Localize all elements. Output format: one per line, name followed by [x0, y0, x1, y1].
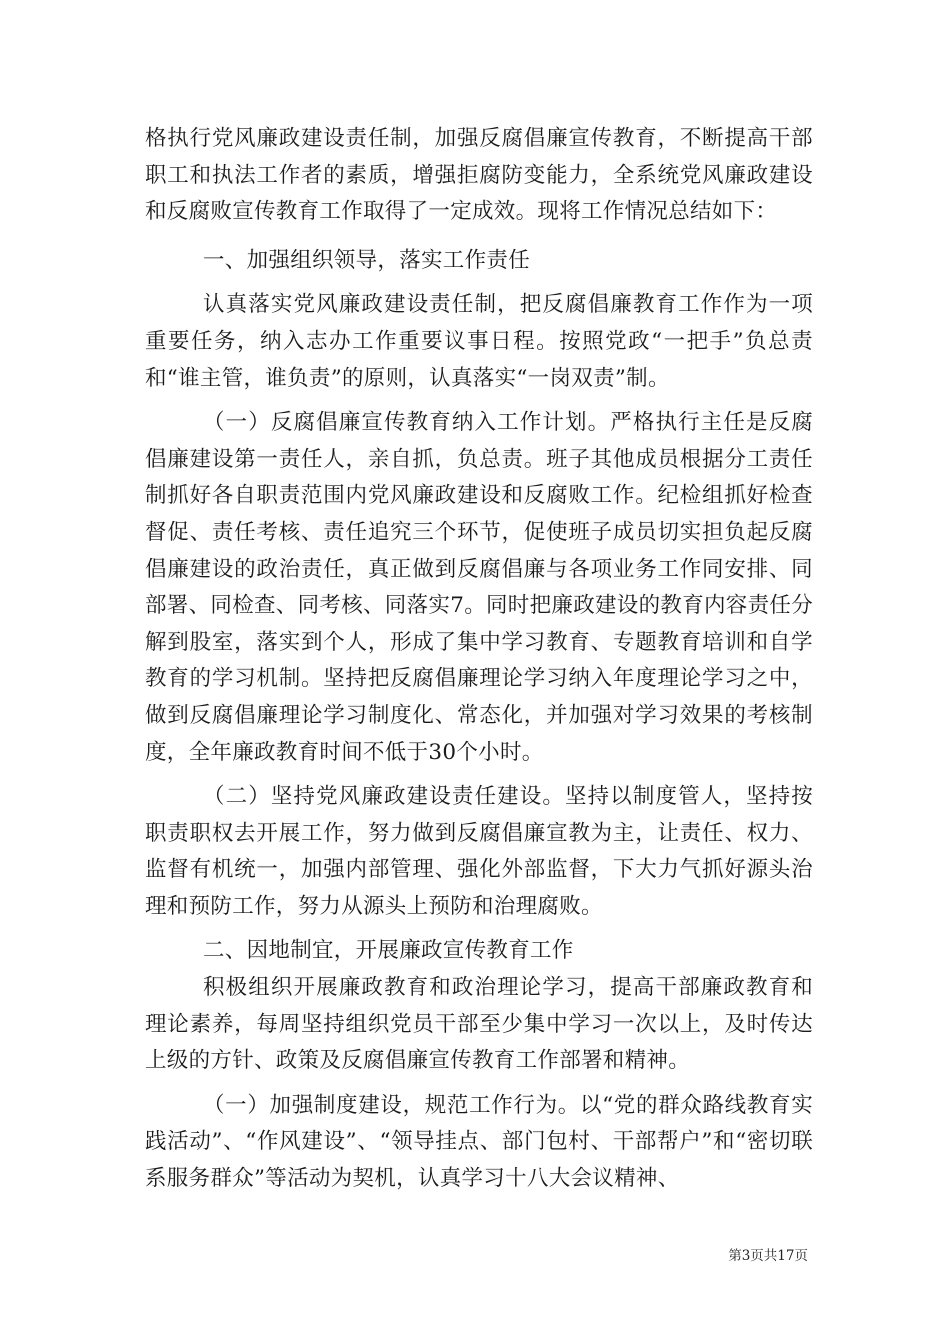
paragraph-section-2: 积极组织开展廉政教育和政治理论学习，提高干部廉政教育和理论素养，每周坚持组织党员干部至少集中学习一次以上，及时传达上级的方针、政策及反腐倡廉宣传教育工作部署和精神。	[145, 975, 813, 1074]
paragraph-intro-continuation: 格执行党风廉政建设责任制，加强反腐倡廉宣传教育，不断提高干部职工和执法工作者的素质，增强拒腐防变能力，全系统党风廉政建设和反腐败宣传教育工作取得了一定成效。现将工作情况总结如下：	[145, 126, 813, 225]
section-heading-1: 一、加强组织领导，落实工作责任	[203, 247, 531, 273]
paragraph-section-1: 认真落实党风廉政建设责任制，把反腐倡廉教育工作作为一项重要任务，纳入志办工作重要议事日程。按照党政“一把手”负总责和“谁主管，谁负责”的原则，认真落实“一岗双责”制。	[145, 292, 813, 391]
paragraph-subsection-1-1: （一）反腐倡廉宣传教育纳入工作计划。严格执行主任是反腐倡廉建设第一责任人，亲自抓，负总责。班子其他成员根据分工责任制抓好各自职责范围内党风廉政建设和反腐败工作。纪检组抓好检查督促、责任考核、责任追究三个环节，促使班子成员切实担负起反腐倡廉建设的政治责任，真正做到反腐倡廉与各项业务工作同安排、同部署、同检查、同考核、同落实7。同时把廉政建设的教育内容责任分解到股室，落实到个人，形成了集中学习教育、专题教育培训和自学教育的学习机制。坚持把反腐倡廉理论学习纳入年度理论学习之中，做到反腐倡廉理论学习制度化、常态化，并加强对学习效果的考核制度，全年廉政教育时间不低于30个小时。	[145, 410, 813, 765]
document-body	[145, 121, 813, 1198]
paragraph-subsection-1-2: （二）坚持党风廉政建设责任建设。坚持以制度管人，坚持按职责职权去开展工作，努力做到反腐倡廉宣教为主，让责任、权力、监督有机统一，加强内部管理、强化外部监督，下大力气抓好源头治理和预防工作，努力从源头上预防和治理腐败。	[145, 784, 813, 919]
page-number: 第3页共17页	[728, 1248, 808, 1264]
section-heading-2: 二、因地制宜，开展廉政宣传教育工作	[203, 938, 574, 964]
paragraph-subsection-2-1: （一）加强制度建设，规范工作行为。以“党的群众路线教育实践活动”、“作风建设”、“领导挂点、部门包村、干部帮户”和“密切联系服务群众”等活动为契机，认真学习十八大会议精神、	[145, 1092, 813, 1192]
